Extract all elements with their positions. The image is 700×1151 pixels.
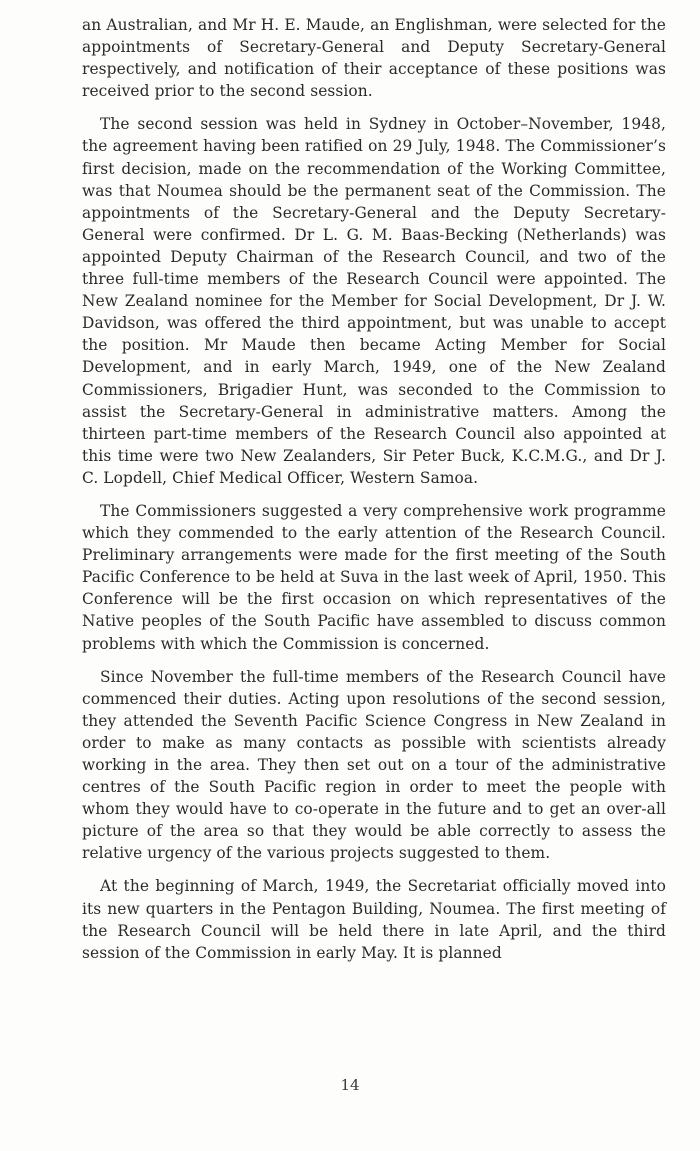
page-number: 14: [340, 1076, 360, 1094]
paragraph-second-session: The second session was held in Sydney in October–November, 1948, the agreement having been ratified on 29 July, 1948. The Commissioner’s first decision, made on the recommendation of the Working Committee, was that Noumea should be the permanent seat of the Commission. The appointments of the Secretary-General and the Deputy Secretary-General were confirmed. Dr L. G. M. Baas-Becking (Netherlands) was appointed Deputy Chairman of the Research Council, and two of the three full-time members of the Research Council were appointed. The New Zealand nominee for the Member for Social Development, Dr J. W. Davidson, was offered the third appointment, but was unable to accept the position. Mr Maude then became Acting Member for Social Development, and in early March, 1949, one of the New Zealand Commissioners, Brigadier Hunt, was seconded to the Commission to assist the Secretary-General in administrative matters. Among the thirteen part-time members of the Research Council also appointed at this time were two New Zealanders, Sir Peter Buck, K.C.M.G., and Dr J. C. Lopdell, Chief Medical Officer, Western Samoa.: [82, 115, 666, 487]
paragraph-research-council: Since November the full-time members of the Research Council have commenced their duties. Acting upon resolutions of the second session, they attended the Seventh Pacific Science Congress in New Zealand in order to make as many contacts as possible with scientists already working in the area. They then set out on a tour of the administrative centres of the South Pacific region in order to meet the people with whom they would have to co-operate in the future and to get an over-all picture of the area so that they would be able correctly to assess the relative urgency of the various projects suggested to them.: [82, 667, 666, 863]
body-text: [82, 14, 666, 964]
paragraph-continuation: an Australian, and Mr H. E. Maude, an Englishman, were selected for the appointments of Secretary-General and Deputy Secretary-General respectively, and notification of their acceptance of these positions was received prior to the second session.: [82, 16, 666, 101]
paragraph-secretariat: At the beginning of March, 1949, the Secretariat officially moved into its new quarters in the Pentagon Building, Noumea. The first meeting of the Research Council will be held there in late April, and the third session of the Commission in early May. It is planned: [82, 877, 666, 962]
paragraph-work-programme: The Commissioners suggested a very comprehensive work programme which they commended to the early attention of the Research Council. Preliminary arrangements were made for the first meeting of the South Pacific Conference to be held at Suva in the last week of April, 1950. This Conference will be the first occasion on which representatives of the Native peoples of the South Pacific have assembled to discuss common problems with which the Commission is concerned.: [82, 501, 666, 653]
